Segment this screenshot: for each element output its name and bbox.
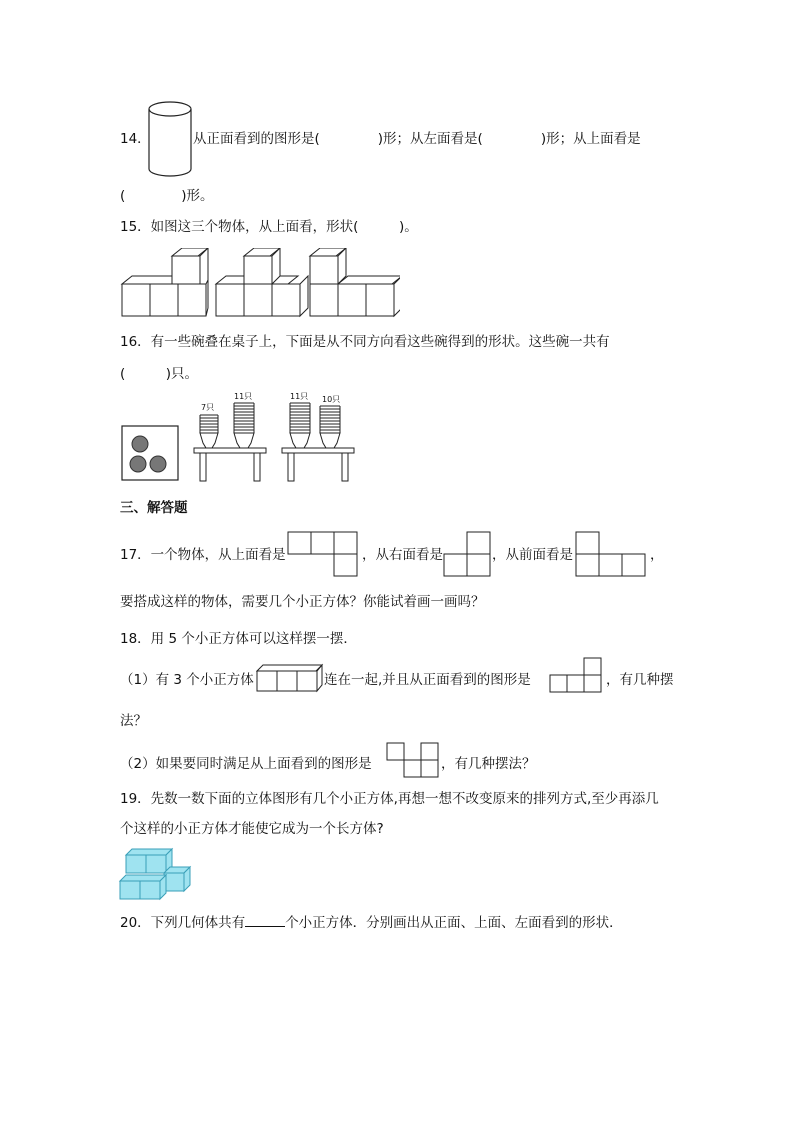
q14-part3: )形；从上面看是 — [540, 131, 641, 147]
q16-bowls-figure — [120, 390, 360, 486]
q17-front-view — [575, 531, 649, 583]
q17-a: 17．一个物体，从上面看是 — [120, 547, 286, 563]
cylinder-figure — [146, 100, 194, 182]
bowl-label-10: 10只 — [322, 395, 341, 404]
bowl-label-7: 7只 — [201, 403, 215, 412]
q14-number: 14． — [120, 131, 151, 147]
bowl-stack-11 — [234, 403, 254, 448]
q18-p1b: 连在一起,并且从正面看到的图形是 — [324, 672, 531, 688]
q20-b: 个小正方体．分别画出从正面、上面、左面看到的形状． — [285, 915, 623, 931]
q16-line2: ( )只。 — [120, 366, 199, 382]
q18-top-view — [385, 742, 441, 784]
q15-cubes-figure — [120, 248, 400, 324]
q19-line2: 个这样的小正方体才能使它成为一个长方体? — [120, 821, 384, 837]
bowl-circle — [150, 456, 166, 472]
q20-line — [120, 914, 623, 932]
q14-line2 — [120, 187, 214, 205]
q18-p1d: 法？ — [120, 713, 147, 729]
section-title: 三、解答题 — [120, 500, 188, 516]
q16-line1: 16．有一些碗叠在桌子上，下面是从不同方向看这些碗得到的形状。这些碗一共有 — [120, 334, 610, 350]
q20-blank[interactable] — [245, 914, 285, 927]
q18-p1c: ，有几种摆 — [606, 672, 674, 688]
bowl-stack-7 — [200, 415, 218, 448]
q18-p2b: ，有几种摆法？ — [441, 756, 536, 772]
bowl-stack-11b — [290, 403, 310, 448]
bowl-label-11b: 11只 — [290, 392, 309, 401]
q17-right-view — [443, 531, 493, 583]
q17-top-view — [287, 531, 359, 583]
q17-b: ，从右面看是 — [362, 547, 443, 563]
q18-p2a: （2）如果要同时满足从上面看到的图形是 — [120, 756, 372, 772]
q18-three-cubes — [256, 663, 324, 697]
q17-line2: 要搭成这样的物体，需要几个小正方体？你能试着画一画吗？ — [120, 594, 485, 610]
q14-line2b: )形。 — [181, 188, 214, 204]
q14-part1: 从正面看到的图形是( — [193, 131, 320, 147]
bowl-stack-10 — [320, 406, 340, 448]
q18-front-view — [547, 657, 603, 699]
q14-line2a: ( — [120, 188, 126, 204]
q14-line1 — [193, 130, 641, 148]
bowl-circle — [130, 456, 146, 472]
q14-part2: )形；从左面看是( — [377, 131, 483, 147]
q18-p1a: （1）有 3 个小正方体 — [120, 672, 254, 688]
q17-c: ，从前面看是 — [492, 547, 573, 563]
q15-text: 15．如图这三个物体，从上面看，形状( )。 — [120, 219, 418, 235]
q19-cube-figure — [118, 847, 194, 907]
bowl-top-view — [122, 426, 178, 480]
q17-d: ， — [650, 547, 664, 563]
q18-intro: 18．用 5 个小正方体可以这样摆一摆． — [120, 631, 357, 647]
q19-line1: 19．先数一数下面的立体图形有几个小正方体,再想一想不改变原来的排列方式,至少再添几 — [120, 791, 659, 807]
q20-a: 20．下列几何体共有 — [120, 915, 246, 931]
bowl-circle — [132, 436, 148, 452]
bowl-label-11: 11只 — [234, 392, 253, 401]
